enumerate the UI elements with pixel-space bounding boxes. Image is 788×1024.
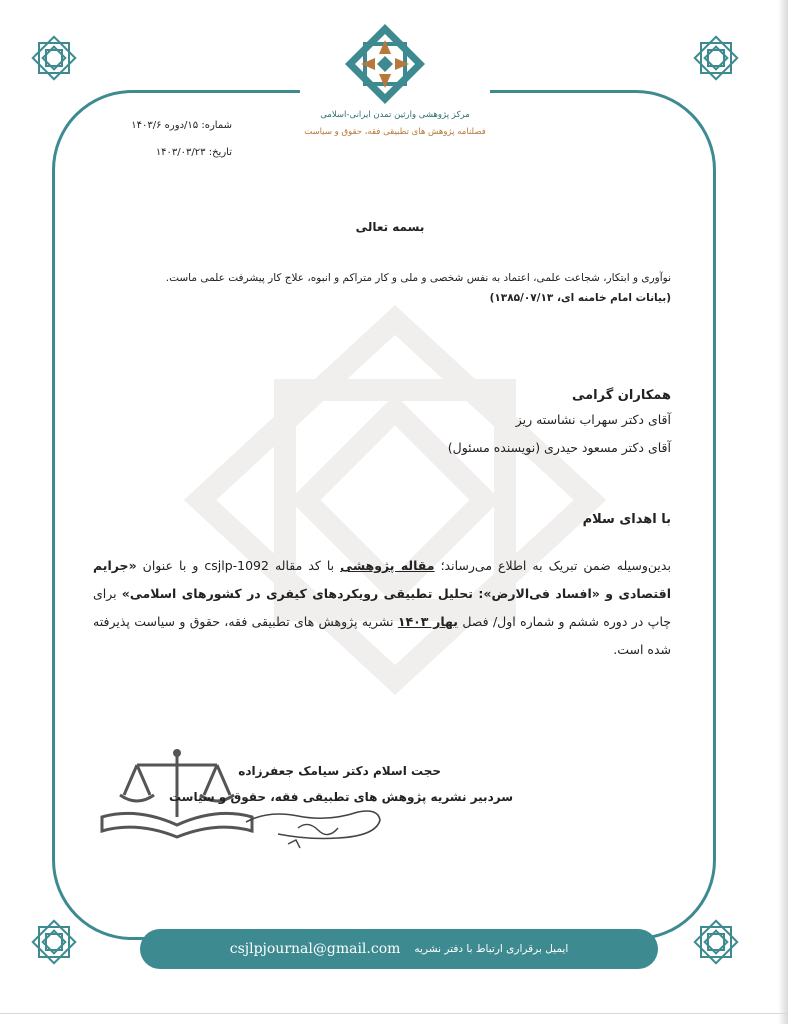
letter-date — [92, 147, 232, 158]
article-code: csjlp-1092 — [204, 558, 269, 573]
corner-ornament-icon — [28, 916, 80, 968]
article-title: «جرایم اقتصادی و «افساد فی‌الارض»: تحلیل تطبیقی رویکردهای کیفری در کشورهای اسلامی» — [93, 558, 671, 601]
center-name: مرکز پژوهشی وارثین تمدن ایرانی-اسلامی — [320, 110, 470, 120]
letter-number — [92, 120, 232, 131]
quote-text: نوآوری و ابتکار، شجاعت علمی، اعتماد به نفس شخصی و ملی و کار متراکم و انبوه، علاج کار پیشرفت علمی ماست. — [165, 272, 671, 284]
greeting: با اهدای سلام — [582, 512, 671, 527]
recipient-2: آقای دکتر مسعود حیدری (نویسنده مسئول) — [447, 440, 671, 455]
letter-number-value: ۱۵/دوره ۱۴۰۳/۶ — [131, 120, 199, 131]
salutation: همکاران گرامی — [571, 388, 671, 403]
letter-date-value: ۱۴۰۳/۰۳/۲۳ — [155, 147, 206, 158]
footer-email[interactable]: csjlpjournal@gmail.com — [229, 941, 401, 957]
recipient-1: آقای دکتر سهراب نشاسته ریز — [515, 412, 671, 427]
publication-season: بهار ۱۴۰۳ — [397, 614, 458, 629]
letter-body — [93, 552, 671, 664]
signer-name: حجت اسلام دکتر سیامک جعفرزاده — [238, 764, 441, 778]
letter-number-label: شماره: — [201, 120, 232, 131]
page-edge-shadow — [778, 0, 788, 1024]
body-part-4: برای چاپ در دوره ششم و شماره اول/ فصل — [93, 586, 671, 629]
handwritten-signature-icon — [238, 800, 388, 855]
footer-contact-band — [140, 929, 658, 969]
bismillah-heading: بسمه تعالی — [355, 220, 425, 234]
journal-name: فصلنامه پژوهش های تطبیقی فقه، حقوق و سیاست — [304, 127, 486, 137]
corner-ornament-icon — [690, 916, 742, 968]
quote-source: (بیانات امام خامنه ای، ۱۳۸۵/۰۷/۱۳) — [489, 292, 671, 304]
signer-title: سردبیر نشریه پژوهش های تطبیقی فقه، حقوق و سیاست — [168, 790, 513, 804]
footer-contact-label: ایمیل برقراری ارتباط با دفتر نشریه — [414, 943, 569, 955]
page-bottom-edge — [0, 1013, 788, 1014]
article-type: مقاله پژوهشی — [340, 558, 435, 573]
body-part-2: با کد مقاله — [274, 558, 335, 573]
body-part-3: و با عنوان — [142, 558, 199, 573]
letter-date-label: تاریخ: — [208, 147, 232, 158]
body-part-5: نشریه پژوهش های تطبیقی فقه، حقوق و سیاست پذیرفته شده است. — [93, 614, 671, 657]
corner-ornament-icon — [28, 32, 80, 84]
body-part-1: بدین‌وسیله ضمن تبریک به اطلاع می‌رساند؛ — [440, 558, 671, 573]
corner-ornament-icon — [690, 32, 742, 84]
journal-logo-icon — [337, 20, 433, 112]
leader-quote — [111, 268, 671, 308]
